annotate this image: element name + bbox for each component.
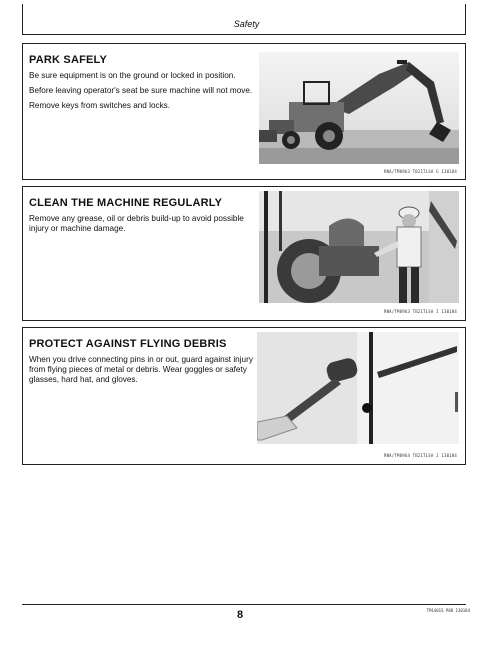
section-text bbox=[29, 54, 254, 116]
image-reference-code: RNA/TM8964 TB21TLSA J 130184 bbox=[383, 453, 457, 458]
section-title: CLEAN THE MACHINE REGULARLY bbox=[29, 197, 223, 209]
header-divider bbox=[22, 34, 466, 35]
section-title: PARK SAFELY bbox=[29, 54, 107, 66]
paragraph: Remove any grease, oil or debris build-up to avoid possible injury or machine damage. bbox=[29, 214, 244, 233]
image-reference-code: RNA/TM8963 TB21TLSA I 130184 bbox=[383, 309, 457, 314]
footer-divider bbox=[22, 604, 466, 605]
page-number: 8 bbox=[236, 609, 244, 621]
page-header-title: Safety bbox=[233, 19, 260, 29]
section-text bbox=[29, 197, 254, 239]
section-body bbox=[29, 71, 254, 111]
paragraph: Remove keys from switches and locks. bbox=[29, 101, 171, 110]
section-body bbox=[29, 214, 254, 234]
paragraph: Before leaving operator's seat be sure machine will not move. bbox=[29, 86, 253, 95]
section-park-safely bbox=[22, 43, 466, 180]
cleaning-machine-photo bbox=[259, 191, 459, 303]
section-title: PROTECT AGAINST FLYING DEBRIS bbox=[29, 338, 227, 350]
hammer-pin-photo bbox=[257, 332, 459, 444]
section-body bbox=[29, 355, 254, 385]
backhoe-parked-photo bbox=[259, 52, 459, 164]
section-flying-debris bbox=[22, 327, 466, 465]
image-reference-code: RNA/TM8963 TB21TLSA G 130184 bbox=[383, 169, 457, 174]
footer-reference-code: TM1401S P08 130184 bbox=[426, 608, 470, 613]
paragraph: Be sure equipment is on the ground or locked in position. bbox=[29, 71, 236, 80]
section-clean-machine bbox=[22, 186, 466, 321]
paragraph: When you drive connecting pins in or out, guard against injury from flying pieces of metal or debris. Wear goggles or safety glasses, hard hat, and gloves. bbox=[29, 355, 253, 384]
section-text bbox=[29, 338, 254, 390]
